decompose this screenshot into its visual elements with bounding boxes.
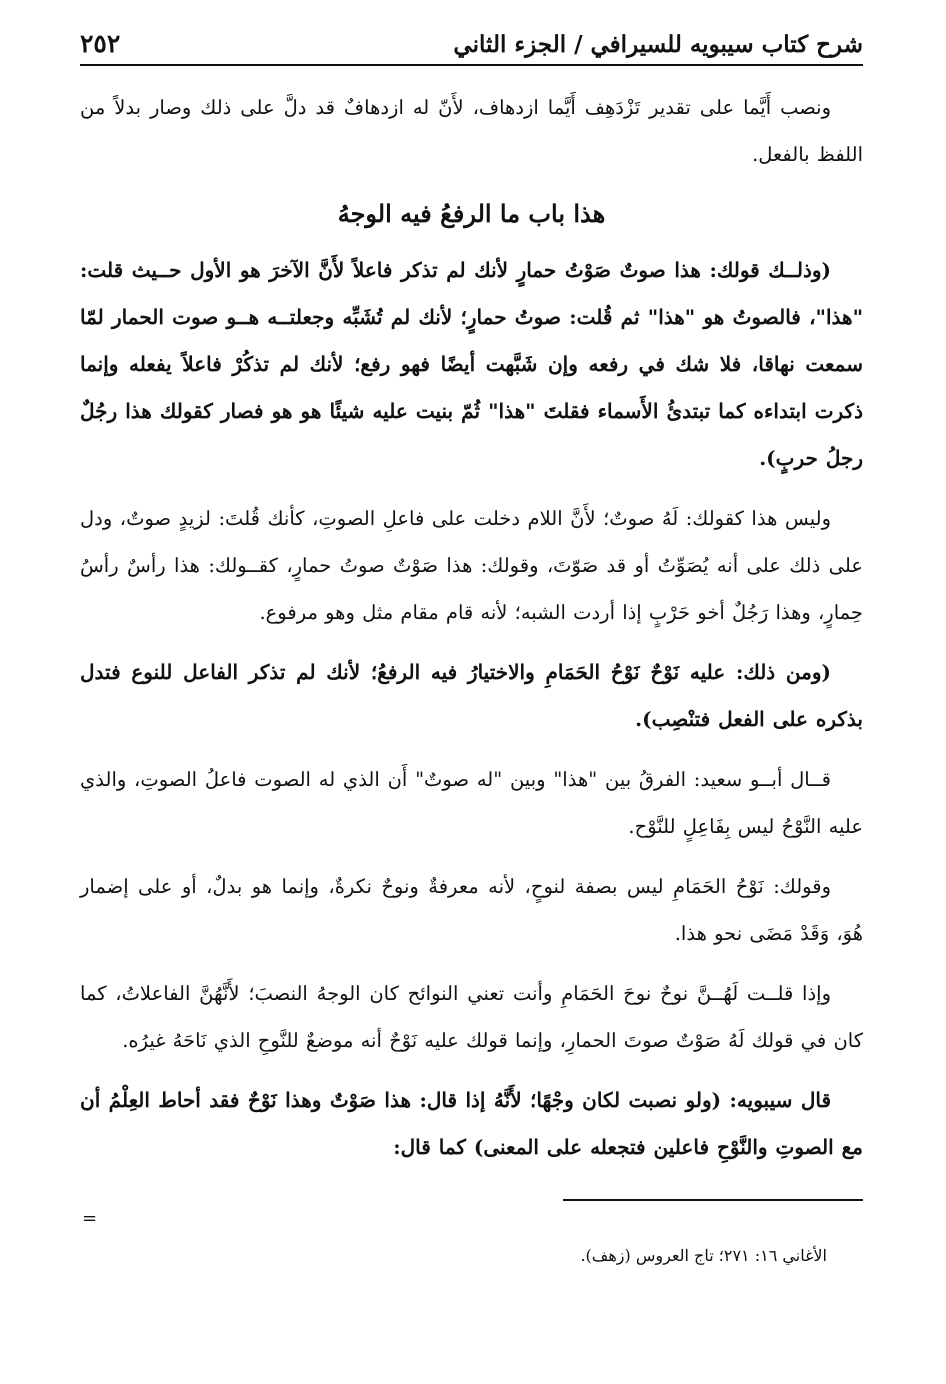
quoted-paragraph: (ومن ذلك: عليه نَوْحٌ نَوْحُ الحَمَامِ والاختيارُ فيه الرفعُ؛ لأنك لم تذكر الفاعل للنوع فتدل بذكره على الفعل فتنْصِب). [80, 660, 863, 731]
quoted-paragraph: قال سيبويه: (ولو نصبت لكان وجْهًا؛ لأَنَّهُ إذا قال: هذا صَوْتٌ وهذا نَوْحٌ فقد أحاط العِلْمُ أن مع الصوتِ والنَّوْحِ فاعلين فتجعله على المعنى) كما قال: [80, 1088, 863, 1159]
footnote: الأغاني ١٦: ٢٧١؛ تاج العروس (زهف). [580, 1246, 827, 1265]
book-title: شرح كتاب سيبويه للسيرافي / الجزء الثاني [453, 31, 863, 58]
paragraph: وليس هذا كقولك: لَهُ صوتٌ؛ لأَنَّ اللام دخلت على فاعلِ الصوتِ، كأنك قُلتَ: لزيدٍ صوتٌ، ودل على ذلك على أنه يُصَوِّتُ أو قد صَوّتَ، وقولك: هذا صَوْتٌ صوتُ حمارٍ، كقــولك: هذا رأسٌ رأسُ حِمارٍ، وهذا رَجُلٌ أخو حَرْبٍ إذا أردت الشبه؛ لأنه قام مقام مثل وهو مرفوع. [80, 507, 863, 624]
quoted-paragraph: (وذلــك قولك: هذا صوتٌ صَوْتُ حمارٍ لأنك لم تذكر فاعلاً لأَنَّ الآخرَ هو الأول حــيث قلت: "هذا"، فالصوتُ هو "هذا" ثم قُلت: صوتُ حمارٍ؛ لأنك لم تُشَبِّه وجعلتــه هــو صوت الحمار لمّا سمعت نهاقا، فلا شك في رفعه وإن شَبَّهت أيضًا فهو رفع؛ لأنك لم تذكُرْ فاعلاً يفعله وإنما ذكرت ابتداءه كما تبتدئُ الأَسماء فقلتَ "هذا" ثُمّ بنيت عليه شيئًا هو هو فصار كقولك هذا رجُلٌ رجلُ حربٍ). [80, 258, 863, 470]
page-body [80, 84, 863, 1171]
section-title: هذا باب ما الرفعُ فيه الوجهُ [337, 199, 606, 228]
book-page [80, 22, 863, 1362]
footnote-continuation-marker: = [82, 1208, 98, 1229]
paragraph: وقولك: نَوْحُ الحَمَامِ ليس بصفة لنوحٍ، لأنه معرفةٌ ونوحٌ نكرةٌ، وإنما هو بدلٌ، أو على إضمار هُوَ، وَقَدْ مَضَى نحو هذا. [80, 875, 863, 945]
running-header [80, 22, 863, 66]
page-number: ٢٥٢ [80, 29, 121, 58]
paragraph: وإذا قلــت لَهُــنَّ نوحٌ نوحَ الحَمَامِ وأنت تعني النوائح كان الوجهُ النصبَ؛ لأَنَّهُنَّ الفاعلاتُ، كما كان في قولك لَهُ صَوْتٌ صوتَ الحمارِ، وإنما قولك عليه نَوْحٌ أنه موضعٌ للنَّوحِ الذي نَاحَهُ غيرُه. [80, 982, 863, 1052]
footnote-divider [563, 1199, 863, 1201]
paragraph: قــال أبــو سعيد: الفرقُ بين "هذا" وبين "له صوتٌ" أَن الذي له الصوت فاعلُ الصوتِ، والذي عليه النَّوْحُ ليس بِفَاعِلٍ للنَّوْح. [80, 768, 863, 838]
paragraph: ونصب أَيَّما على تقدير تَزْدَهِف أَيَّما ازدهاف، لأَنّ له ازدهافٌ قد دلَّ على ذلك وصار بدلاً من اللفظ بالفعل. [80, 96, 863, 166]
